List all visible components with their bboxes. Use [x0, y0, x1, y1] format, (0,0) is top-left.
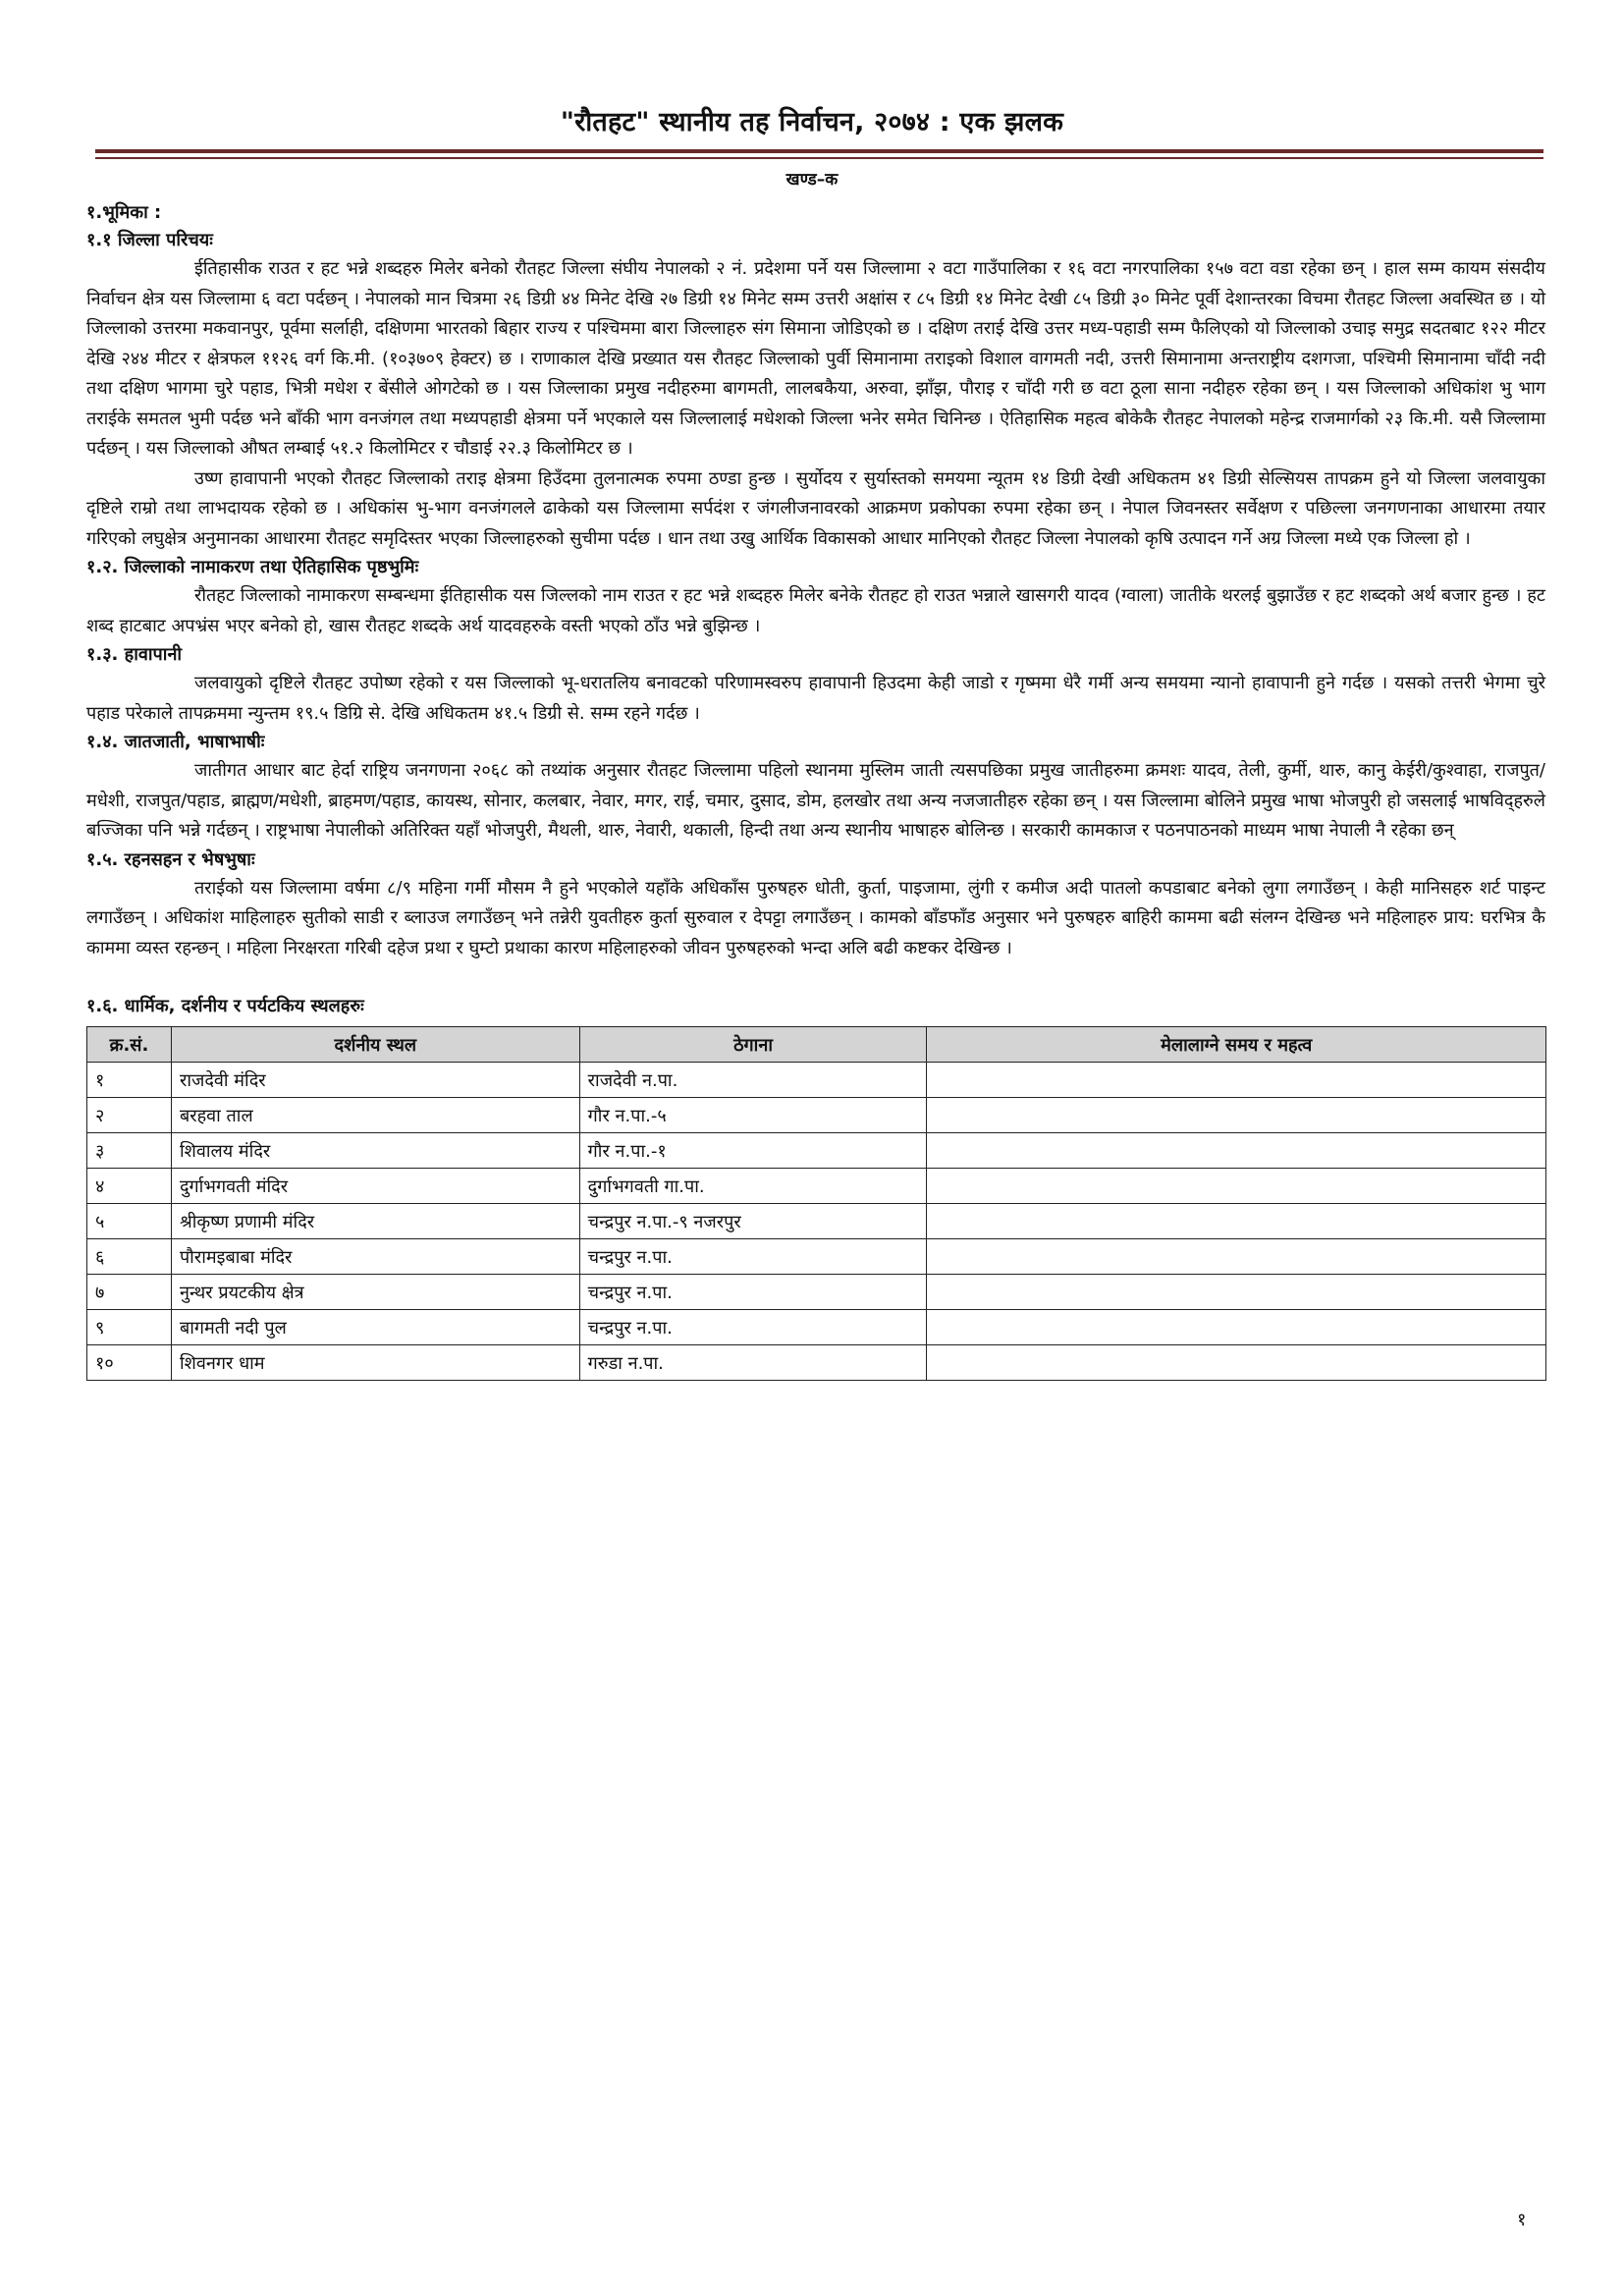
title-rule-thick	[95, 149, 1543, 153]
table-row	[87, 1310, 1546, 1345]
cell-site: शिवनगर धाम	[171, 1345, 579, 1381]
table-row	[87, 1063, 1546, 1098]
column-header-address: ठेगाना	[579, 1027, 927, 1063]
column-header-site: दर्शनीय स्थल	[171, 1027, 579, 1063]
paragraph-ethnicity-language: जातीगत आधार बाट हेर्दा राष्ट्रिय जनगणना २०६८ को तथ्यांक अनुसार रौतहट जिल्लामा पहिलो स्थानमा मुस्लिम जाती त्यसपछिका प्रमुख जातीहरुमा क्रमशः यादव, तेली, कुर्मी, थारु, कानु केईरी/कुश्वाहा, राजपुत/मधेशी, राजपुत/पहाड, ब्राह्मण/मधेशी, ब्राहमण/पहाड, कायस्थ, सोनार, कलबार, नेवार, मगर, राई, चमार, दुसाद, डोम, हलखोर तथा अन्य नजजातीहरु रहेका छन् । यस जिल्लामा बोलिने प्रमुख भाषा भोजपुरी हो जसलाई भाषविद्हरुले बज्जिका पनि भन्ने गर्दछन् । राष्ट्रभाषा नेपालीको अतिरिक्त यहाँ भोजपुरी, मैथली, थारु, नेवारी, थकाली, हिन्दी तथा अन्य स्थानीय भाषाहरु बोलिन्छ । सरकारी कामकाज र पठनपाठनको माध्यम भाषा नेपाली नै रहेका छन्	[86, 760, 1545, 841]
table-row	[87, 1133, 1546, 1169]
document-title: "रौतहट" स्थानीय तह निर्वाचन, २०७४ : एक झलक	[560, 107, 1064, 137]
cell-serial: ७	[87, 1275, 172, 1310]
paragraph-district-intro-2: उष्ण हावापानी भएको रौतहट जिल्लाको तराइ क्षेत्रमा हिउँदमा तुलनात्मक रुपमा ठण्डा हुन्छ । सुर्योदय र सुर्यास्तको समयमा न्यूतम १४ डिग्री देखी अधिकतम ४१ डिग्री सेल्सियस तापक्रम हुने यो जिल्ला जलवायुका दृष्टिले राम्रो तथा लाभदायक रहेको छ । अधिकांस भु-भाग वनजंगलले ढाकेको यस जिल्लामा सर्पदंश र जंगलीजनावरको आक्रमण प्रकोपका रुपमा रहेका छन् । नेपाल जिवनस्तर सर्वेक्षण र पछिल्ला जनगणनाका आधारमा तयार गरिएको लघुक्षेत्र अनुमानका आधारमा रौतहट समृदिस्तर भएका जिल्लाहरुको सुचीमा पर्दछ । धान तथा उखु आर्थिक विकासको आधार मानिएको रौतहट जिल्ला नेपालको कृषि उत्पादन गर्ने अग्र जिल्ला मध्ये एक जिल्ला हो ।	[86, 467, 1545, 549]
cell-fair-time	[927, 1098, 1546, 1133]
cell-fair-time	[927, 1310, 1546, 1345]
paragraph-district-intro-1: ईतिहासीक राउत र हट भन्ने शब्दहरु मिलेर बनेको रौतहट जिल्ला संघीय नेपालको २ नं. प्रदेशमा पर्ने यस जिल्लामा २ वटा गाउँपालिका र १६ वटा नगरपालिका १५७ वटा वडा रहेका छन् । हाल सम्म कायम संसदीय निर्वाचन क्षेत्र यस जिल्लामा ६ वटा पर्दछन् । नेपालको मान चित्रमा २६ डिग्री ४४ मिनेट देखि २७ डिग्री १४ मिनेट सम्म उत्तरी अक्षांस र ८५ डिग्री १४ मिनेट देखी ८५ डिग्री ३० मिनेट पूर्वी देशान्तरका विचमा रौतहट जिल्ला अवस्थित छ । यो जिल्लाको उत्तरमा मकवानपुर, पूर्वमा सर्लाही, दक्षिणमा भारतको बिहार राज्य र पश्चिममा बारा जिल्लाहरु संग सिमाना जोडिएको छ । दक्षिण तराई देखि उत्तर मध्य-पहाडी सम्म फैलिएको यो जिल्लाको उचाइ समुद्र सदतबाट १२२ मीटर देखि २४४ मीटर र क्षेत्रफल ११२६ वर्ग कि.मी. (१०३७०९ हेक्टर) छ । राणाकाल देखि प्रख्यात यस रौतहट जिल्लाको पुर्वी सिमानामा तराइको विशाल वागमती नदी, उत्तरी सिमानामा अन्तराष्ट्रीय दशगजा, पश्चिमी सिमानामा चाँदी नदी तथा दक्षिण भागमा चुरे पहाड, भित्री मधेश र बेंसीले ओगटेको छ । यस जिल्लाका प्रमुख नदीहरुमा बागमती, लालबकैया, अरुवा, झाँझ, पौराइ र चाँदी गरी छ वटा ठूला साना नदीहरु रहेका छन् । यस जिल्लाको अधिकांश भु भाग तराईके समतल भुमी पर्दछ भने बाँकी भाग वनजंगल तथा मध्यपहाडी क्षेत्रमा पर्ने भएकाले यस जिल्लालाई मधेशको जिल्ला भनेर समेत चिनिन्छ । ऐतिहासिक महत्व बोकेकै रौतहट नेपालको महेन्द्र राजमार्गको २३ कि.मी. यसै जिल्लामा पर्दछन् । यस जिल्लाको औषत लम्बाई ५१.२ किलोमिटर र चौडाई २२.३ किलोमिटर छ ।	[86, 258, 1545, 459]
cell-fair-time	[927, 1345, 1546, 1381]
cell-site: राजदेवी मंदिर	[171, 1063, 579, 1098]
cell-serial: २	[87, 1098, 172, 1133]
table-row	[87, 1345, 1546, 1381]
section-heading: खण्ड–क	[785, 170, 839, 190]
cell-fair-time	[927, 1275, 1546, 1310]
table-row	[87, 1275, 1546, 1310]
heading-climate: १.३. हावापानी	[86, 644, 183, 665]
paragraph-naming-history: रौतहट जिल्लाको नामाकरण सम्बन्धमा ईतिहासीक यस जिल्लको नाम राउत र हट भन्ने शब्दहरु मिलेर बनेके रौतहट हो राउत भन्नाले खासगरी यादव (ग्वाला) जातीके थरलई बुझाउँछ र हट शब्दको अर्थ बजार हुन्छ । हट शब्द हाटबाट अपभ्रंस भएर बनेको हो, खास रौतहट शब्दके अर्थ यादवहरुके वस्ती भएको ठाँउ भन्ने बुझिन्छ ।	[86, 585, 1545, 636]
cell-serial: ३	[87, 1133, 172, 1169]
cell-fair-time	[927, 1169, 1546, 1204]
page-number: १	[1517, 2210, 1527, 2230]
cell-address: चन्द्रपुर न.पा.	[579, 1310, 927, 1345]
cell-site: पौरामइबाबा मंदिर	[171, 1239, 579, 1275]
cell-fair-time	[927, 1239, 1546, 1275]
table-row	[87, 1239, 1546, 1275]
heading-ethnicity-language: १.४. जातजाती, भाषाभाषीः	[86, 732, 265, 752]
paragraph-climate: जलवायुको दृष्टिले रौतहट उपोष्ण रहेको र यस जिल्लाको भू-धरातलिय बनावटको परिणामस्वरुप हावापानी हिउदमा केही जाडो र गृष्ममा धेरै गर्मी अन्य समयमा न्यानो हावापानी हुने गर्दछ । यसको तत्तरी भेगमा चुरे पहाड परेकाले तापक्रममा न्युन्तम १९.५ डिग्रि से. देखि अधिकतम ४१.५ डिग्री से. सम्म रहने गर्दछ ।	[86, 673, 1545, 724]
cell-serial: ६	[87, 1239, 172, 1275]
column-header-fair-time: मेलालाग्ने समय र महत्व	[927, 1027, 1546, 1063]
cell-address: राजदेवी न.पा.	[579, 1063, 927, 1098]
cell-site: श्रीकृष्ण प्रणामी मंदिर	[171, 1204, 579, 1239]
cell-serial: ४	[87, 1169, 172, 1204]
document-body	[86, 199, 1545, 1381]
sites-table	[86, 1026, 1546, 1381]
cell-address: गौर न.पा.-१	[579, 1133, 927, 1169]
cell-address: चन्द्रपुर न.पा.	[579, 1239, 927, 1275]
cell-address: गौर न.पा.-५	[579, 1098, 927, 1133]
cell-site: बागमती नदी पुल	[171, 1310, 579, 1345]
heading-district-intro: १.१ जिल्ला परिचयः	[86, 230, 213, 250]
table-row	[87, 1169, 1546, 1204]
cell-site: दुर्गाभगवती मंदिर	[171, 1169, 579, 1204]
table-row	[87, 1204, 1546, 1239]
cell-fair-time	[927, 1133, 1546, 1169]
cell-serial: १०	[87, 1345, 172, 1381]
heading-naming-history: १.२. जिल्लाको नामाकरण तथा ऐतिहासिक पृष्ठभुमिः	[86, 557, 419, 577]
cell-address: गरुडा न.पा.	[579, 1345, 927, 1381]
cell-fair-time	[927, 1063, 1546, 1098]
cell-fair-time	[927, 1204, 1546, 1239]
table-header-row	[87, 1027, 1546, 1063]
paragraph-lifestyle-dress: तराईको यस जिल्लामा वर्षमा ८/९ महिना गर्मी मौसम नै हुने भएकोले यहाँके अधिकाँस पुरुषहरु धोती, कुर्ता, पाइजामा, लुंगी र कमीज अदी पातलो कपडाबाट बनेको लुगा लगाउँछन् । केही मानिसहरु शर्ट पाइन्ट लगाउँछन् । अधिकांश माहिलाहरु सुतीको साडी र ब्लाउज लगाउँछन् भने तन्नेरी युवतीहरु कुर्ता सुरुवाल र देपट्टा लगाउँछन् । कामको बाँडफाँड अनुसार भने पुरुषहरु बाहिरी काममा बढी संलग्न देखिन्छ भने महिलाहरु प्राय: घरभित्र कै काममा व्यस्त रहन्छन् । महिला निरक्षरता गरिबी दहेज प्रथा र घुम्टो प्रथाका कारण महिलाहरुको जीवन पुरुषहरुको भन्दा अलि बढी कष्टकर देखिन्छ ।	[86, 877, 1545, 958]
table-row	[87, 1098, 1546, 1133]
cell-address: चन्द्रपुर न.पा.-९ नजरपुर	[579, 1204, 927, 1239]
spacer	[86, 963, 1545, 993]
cell-serial: ९	[87, 1310, 172, 1345]
cell-address: दुर्गाभगवती गा.पा.	[579, 1169, 927, 1204]
heading-sites: १.६. धार्मिक, दर्शनीय र पर्यटकिय स्थलहरुः	[86, 996, 364, 1016]
cell-site: बरहवा ताल	[171, 1098, 579, 1133]
column-header-serial: क्र.सं.	[87, 1027, 172, 1063]
cell-site: नुन्थर प्रयटकीय क्षेत्र	[171, 1275, 579, 1310]
cell-address: चन्द्रपुर न.पा.	[579, 1275, 927, 1310]
heading-lifestyle-dress: १.५. रहनसहन र भेषभुषाः	[86, 848, 255, 870]
cell-site: शिवालय मंदिर	[171, 1133, 579, 1169]
cell-serial: १	[87, 1063, 172, 1098]
cell-serial: ५	[87, 1204, 172, 1239]
heading-introduction: १.भूमिका :	[86, 202, 162, 223]
title-rule-thin	[95, 157, 1543, 159]
